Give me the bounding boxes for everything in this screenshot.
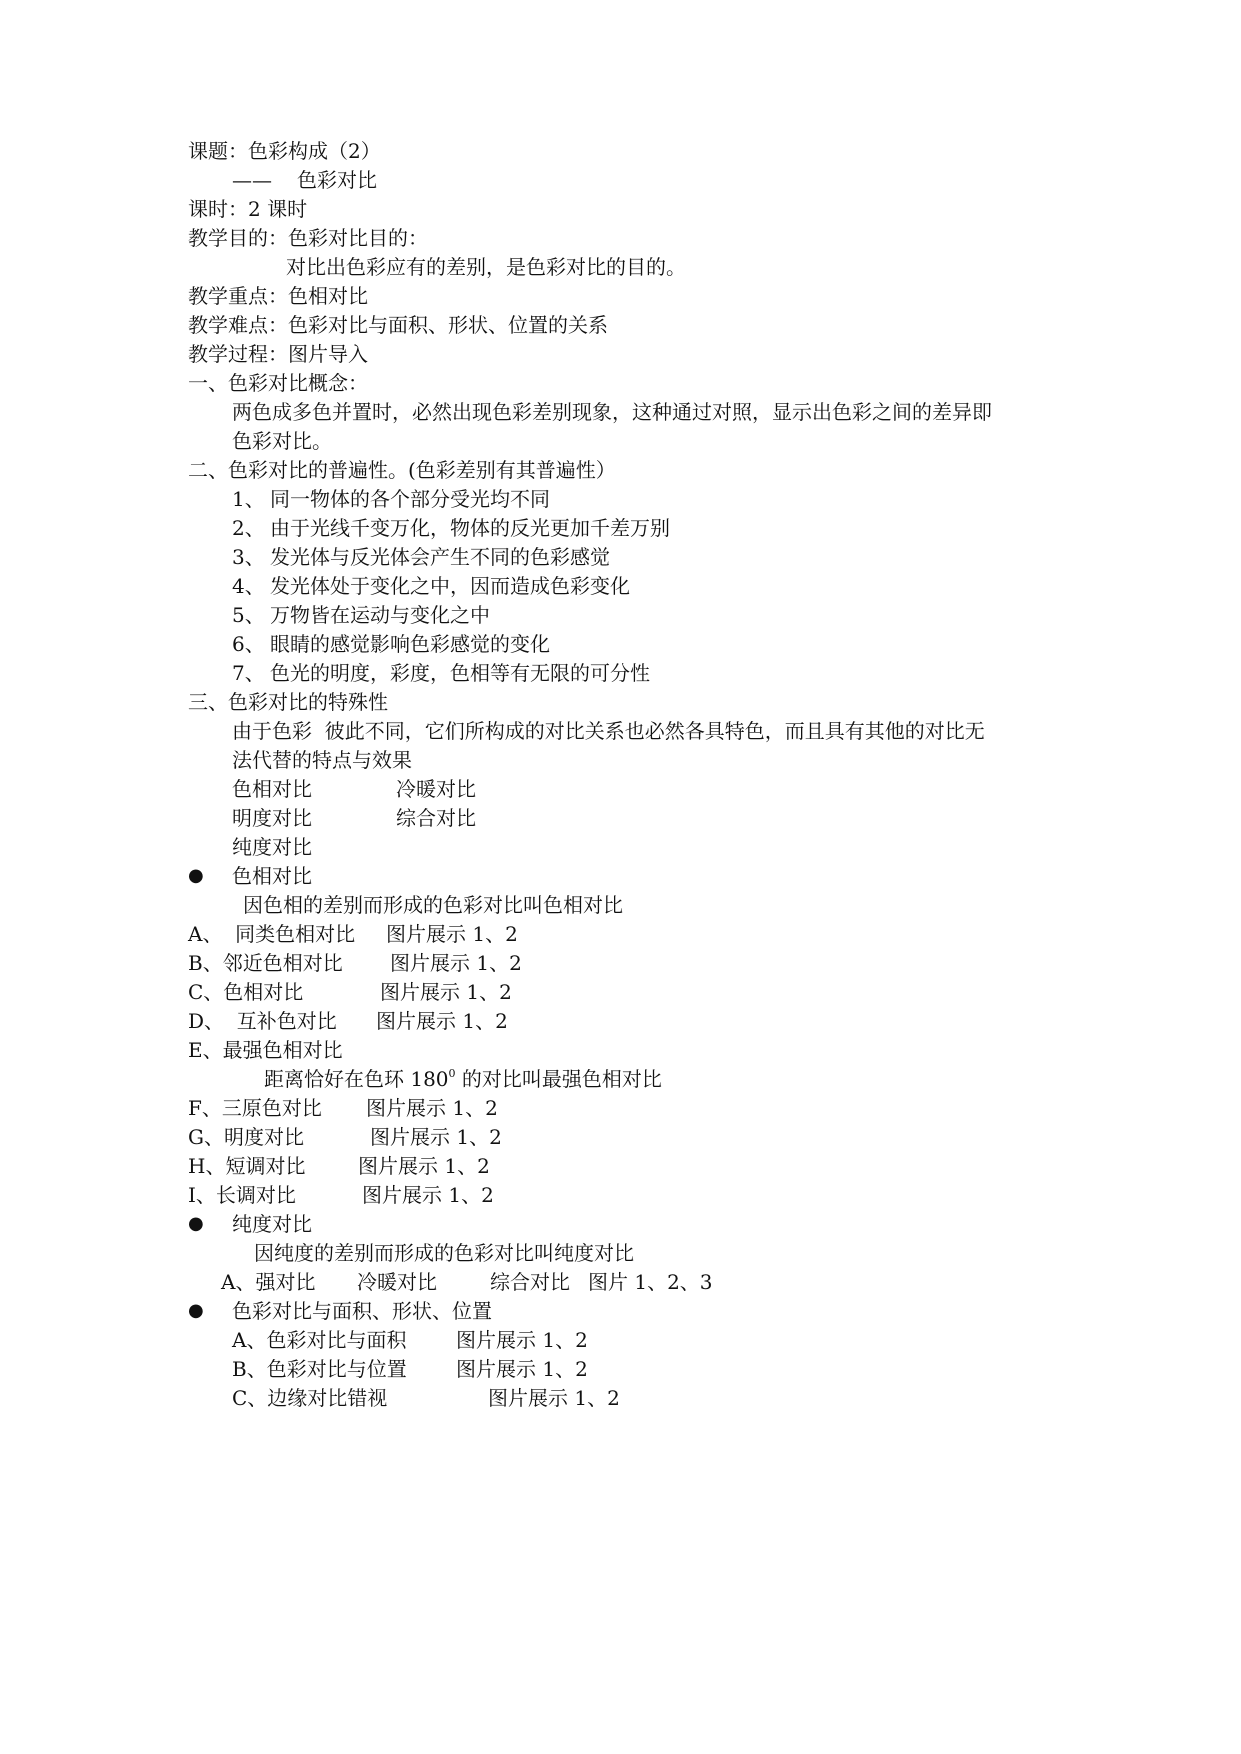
section2-item-text: 发光体与反光体会产生不同的色彩感觉 (270, 545, 610, 569)
contrast-type: 冷暖对比 (396, 777, 476, 801)
area-item-label: C、边缘对比错视 (232, 1386, 388, 1410)
bullet-icon: ● (188, 1300, 204, 1321)
lesson-hours: 课时：2 课时 (188, 197, 308, 221)
purity-item: 综合对比 (490, 1270, 570, 1294)
area-heading: 色彩对比与面积、形状、位置 (232, 1299, 492, 1323)
purity-item: A、强对比 (221, 1270, 316, 1294)
section2-item-text: 万物皆在运动与变化之中 (270, 603, 490, 627)
section2-item-text: 眼睛的感觉影响色彩感觉的变化 (270, 632, 550, 656)
goal-text: 对比出色彩应有的差别，是色彩对比的目的。 (286, 255, 686, 279)
area-item-label: B、色彩对比与位置 (232, 1357, 407, 1381)
purity-item: 冷暖对比 (357, 1270, 437, 1294)
section3-heading: 三、色彩对比的特殊性 (188, 690, 388, 714)
area-item-note: 图片展示 1、2 (456, 1328, 588, 1352)
section1-line2: 色彩对比。 (232, 429, 332, 453)
hue-definition: 因色相的差别而形成的色彩对比叫色相对比 (243, 893, 623, 917)
hue-item-label: A、 同类色相对比 (188, 922, 356, 946)
contrast-type: 综合对比 (396, 806, 476, 830)
area-item-note: 图片展示 1、2 (456, 1357, 588, 1381)
section2-item-num: 3、 (232, 545, 265, 569)
section1-line1: 两色成多色并置时，必然出现色彩差别现象，这种通过对照，显示出色彩之间的差异即 (232, 400, 992, 424)
hue-heading: 色相对比 (232, 864, 312, 888)
strongest-definition: 距离恰好在色环 $180^0$ 的对比叫最强色相对比 (264, 1067, 662, 1091)
process: 教学过程：图片导入 (188, 342, 368, 366)
section2-item-num: 4、 (232, 574, 265, 598)
contrast-type: 纯度对比 (232, 835, 312, 859)
subtitle-dash: —— (232, 168, 272, 192)
lesson-title: 课题：色彩构成（2） (188, 139, 381, 163)
hue-item-label: G、明度对比 (188, 1125, 304, 1149)
hue-item-note: 图片展示 1、2 (362, 1183, 494, 1207)
hue-item-note: 图片展示 1、2 (376, 1009, 508, 1033)
section2-item-text: 由于光线千变万化，物体的反光更加千差万别 (270, 516, 670, 540)
area-item-label: A、色彩对比与面积 (232, 1328, 407, 1352)
strongest-heading: E、最强色相对比 (188, 1038, 343, 1062)
purity-item: 图片 1、2、3 (588, 1270, 713, 1294)
section1-heading: 一、色彩对比概念： (188, 371, 368, 395)
section2-item-num: 1、 (232, 487, 265, 511)
goal-label: 教学目的：色彩对比目的： (188, 226, 428, 250)
section2-item-num: 2、 (232, 516, 265, 540)
lesson-subtitle: 色彩对比 (297, 168, 377, 192)
section3-line1: 由于色彩 彼此不同，它们所构成的对比关系也必然各具特色，而且具有其他的对比无 (232, 719, 985, 743)
hue-item-note: 图片展示 1、2 (370, 1125, 502, 1149)
section2-item-num: 5、 (232, 603, 265, 627)
purity-definition: 因纯度的差别而形成的色彩对比叫纯度对比 (254, 1241, 634, 1265)
section2-item-text: 色光的明度，彩度，色相等有无限的可分性 (270, 661, 650, 685)
hue-item-note: 图片展示 1、2 (366, 1096, 498, 1120)
hue-item-note: 图片展示 1、2 (390, 951, 522, 975)
section2-item-text: 发光体处于变化之中，因而造成色彩变化 (270, 574, 630, 598)
contrast-type: 明度对比 (232, 806, 312, 830)
hue-item-note: 图片展示 1、2 (380, 980, 512, 1004)
section2-item-num: 7、 (232, 661, 265, 685)
difficulty: 教学难点：色彩对比与面积、形状、位置的关系 (188, 313, 608, 337)
section2-heading: 二、色彩对比的普遍性。(色彩差别有其普遍性） (188, 458, 616, 482)
hue-item-note: 图片展示 1、2 (386, 922, 518, 946)
bullet-icon: ● (188, 865, 204, 886)
hue-item-label: I、长调对比 (188, 1183, 296, 1207)
section2-item-text: 同一物体的各个部分受光均不同 (270, 487, 550, 511)
hue-item-label: B、邻近色相对比 (188, 951, 343, 975)
section3-line2: 法代替的特点与效果 (232, 748, 412, 772)
section2-item-num: 6、 (232, 632, 265, 656)
key-point: 教学重点：色相对比 (188, 284, 368, 308)
area-item-note: 图片展示 1、2 (488, 1386, 620, 1410)
purity-heading: 纯度对比 (232, 1212, 312, 1236)
hue-item-label: C、色相对比 (188, 980, 304, 1004)
hue-item-label: F、三原色对比 (188, 1096, 322, 1120)
hue-item-label: D、 互补色对比 (188, 1009, 337, 1033)
hue-item-label: H、短调对比 (188, 1154, 306, 1178)
contrast-type: 色相对比 (232, 777, 312, 801)
bullet-icon: ● (188, 1213, 204, 1234)
hue-item-note: 图片展示 1、2 (358, 1154, 490, 1178)
